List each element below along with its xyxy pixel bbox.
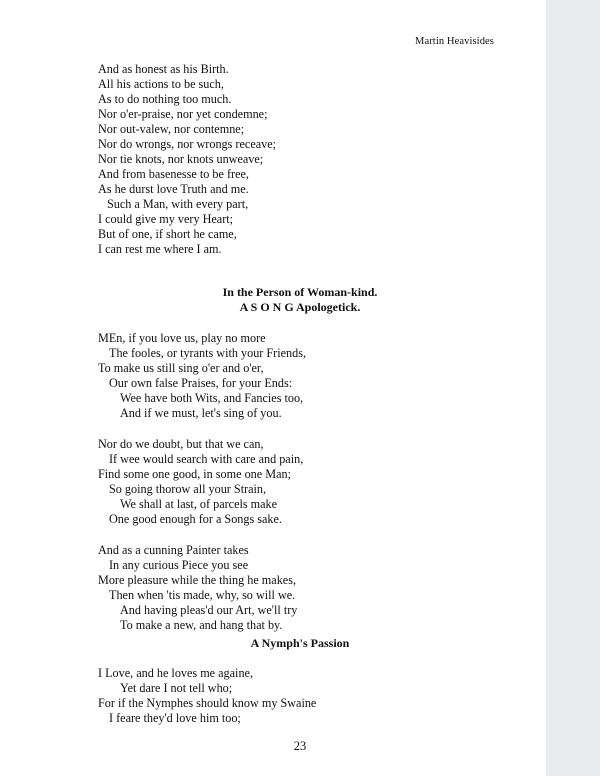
poem-line: I Love, and he loves me againe, <box>98 666 253 680</box>
song-title-line-1: In the Person of Woman-kind. <box>222 285 378 299</box>
poem-line: For if the Nymphes should know my Swaine <box>98 696 317 710</box>
poem-line: The fooles, or tyrants with your Friends, <box>109 346 306 360</box>
poem-line: Nor do wrongs, nor wrongs receave; <box>98 137 277 151</box>
poem-line: And from basenesse to be free, <box>98 167 249 181</box>
poem-line: Such a Man, with every part, <box>107 197 249 211</box>
poem-line: And if we must, let's sing of you. <box>120 406 282 420</box>
poem-line: Our own false Praises, for your Ends: <box>109 376 293 390</box>
poem-line: If wee would search with care and pain, <box>109 452 304 466</box>
poem-line: Wee have both Wits, and Fancies too, <box>120 391 304 405</box>
poem-line: I can rest me where I am. <box>98 242 222 256</box>
poem-line: Yet dare I not tell who; <box>120 681 233 695</box>
viewer-side-panel <box>546 0 600 776</box>
poem-line: Nor out-valew, nor contemne; <box>98 122 245 136</box>
poem-line: In any curious Piece you see <box>109 558 249 572</box>
poem-line: Find some one good, in some one Man; <box>98 467 291 481</box>
poem-line: And as honest as his Birth. <box>98 62 229 76</box>
song-title-line-2: A S O N G Apologetick. <box>239 300 361 314</box>
poem-line: All his actions to be such, <box>98 77 224 91</box>
poem-line: More pleasure while the thing he makes, <box>98 573 296 587</box>
poem-line: Then when 'tis made, why, so will we. <box>109 588 296 602</box>
poem-line: To make a new, and hang that by. <box>120 618 283 632</box>
poem-line: I could give my very Heart; <box>98 212 234 226</box>
poem-line: As to do nothing too much. <box>98 92 232 106</box>
poem-line: As he durst love Truth and me. <box>98 182 249 196</box>
poem-line: I feare they'd love him too; <box>109 711 241 725</box>
poem-line: But of one, if short he came, <box>98 227 237 241</box>
poem-line: One good enough for a Songs sake. <box>109 512 282 526</box>
poem-line: And having pleas'd our Art, we'll try <box>120 603 298 617</box>
poem-line: Nor tie knots, nor knots unweave; <box>98 152 264 166</box>
poem-line: We shall at last, of parcels make <box>120 497 278 511</box>
page-number: 23 <box>293 739 307 753</box>
poem-line: So going thorow all your Strain, <box>109 482 267 496</box>
poem-line: To make us still sing o'er and o'er, <box>98 361 264 375</box>
poem-line: And as a cunning Painter takes <box>98 543 249 557</box>
poem-line: Nor do we doubt, but that we can, <box>98 437 264 451</box>
poem-line: MEn, if you love us, play no more <box>98 331 266 345</box>
nymph-title: A Nymph's Passion <box>250 636 350 650</box>
poem-line: Nor o'er-praise, nor yet condemne; <box>98 107 268 121</box>
running-header-author: Martin Heavisides <box>415 36 494 47</box>
